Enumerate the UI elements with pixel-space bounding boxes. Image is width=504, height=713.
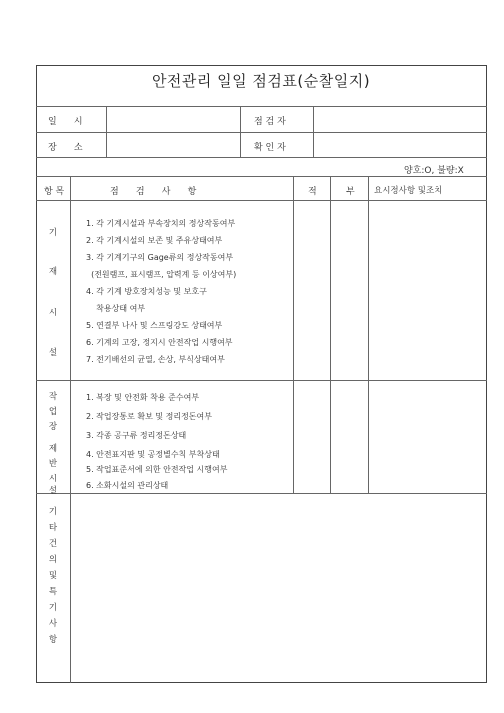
section1-item: (전원램프, 표시램프, 압력계 등 이상여부) [86, 270, 237, 279]
section2-item: 6. 소화시설의 관리상태 [86, 481, 169, 490]
section1-category-char: 기 [48, 228, 58, 238]
section3-category-char: 타 [48, 523, 58, 533]
section2-item: 2. 작업장통로 확보 및 정리정돈여부 [86, 412, 212, 421]
section1-category-char: 시 [48, 308, 58, 318]
inspector-field[interactable] [314, 107, 486, 131]
section2-category-char: 시 [48, 474, 58, 484]
section1-pass-cell[interactable] [294, 201, 329, 379]
section3-category-char: 항 [48, 635, 58, 645]
header-fail: 부 [346, 187, 355, 197]
divider-legend [36, 176, 487, 177]
confirmer-label: 확 인 자 [254, 143, 286, 153]
form-title: 안전관리 일일 점검표(순찰일지) [151, 72, 371, 90]
section2-action-cell[interactable] [369, 381, 486, 492]
remarks-field[interactable] [71, 494, 486, 682]
section2-fail-cell[interactable] [331, 381, 367, 492]
header-pass: 적 [308, 187, 317, 197]
section2-category-char: 제 [48, 444, 58, 454]
date-time-field[interactable] [107, 107, 239, 131]
divider-row2 [36, 157, 487, 158]
section2-item: 1. 복장 및 안전화 착용 준수여부 [86, 393, 200, 402]
section3-category-char: 특 [48, 587, 58, 597]
section2-item: 5. 작업표준서에 의한 안전작업 시행여부 [86, 465, 228, 474]
section2-category-char: 설 [48, 486, 58, 496]
section1-category-char: 재 [48, 267, 58, 277]
section1-item: 5. 연결부 나사 및 스프링강도 상태여부 [86, 321, 223, 330]
section2-category-char: 반 [48, 459, 58, 469]
legend-text: 양호:O, 불량:X [404, 166, 464, 176]
section1-fail-cell[interactable] [331, 201, 367, 379]
section2-pass-cell[interactable] [294, 381, 329, 492]
header-check-items: 점 검 사 항 [110, 187, 197, 197]
section3-category-char: 및 [48, 571, 58, 581]
section3-category-char: 건 [48, 539, 58, 549]
section1-category-char: 설 [48, 348, 58, 358]
section1-item: 7. 전기배선의 균열, 손상, 부식상태여부 [86, 355, 225, 364]
header-action: 요시정사항 및조치 [374, 186, 443, 196]
place-field[interactable] [107, 133, 239, 156]
vline-info-2 [240, 106, 241, 157]
section3-category-char: 기 [48, 603, 58, 613]
section2-category-char: 작 [48, 392, 58, 402]
section2-item: 4. 안전표지판 및 공정별수칙 부착상태 [86, 450, 220, 459]
section1-item: 3. 각 기계기구의 Gage류의 정상작동여부 [86, 253, 234, 262]
section1-item: 4. 각 기계 방호장치성능 및 보호구 [86, 287, 207, 296]
section1-item: 1. 각 기계시설과 부속장치의 정상작동여부 [86, 219, 236, 228]
header-category: 항 목 [44, 187, 65, 197]
section3-category-char: 사 [48, 619, 58, 629]
section1-item: 6. 기계의 고장, 정지시 안전작업 시행여부 [86, 338, 233, 347]
date-time-label: 일 시 [48, 117, 83, 127]
section1-action-cell[interactable] [369, 201, 486, 379]
section2-item: 3. 각종 공구류 정리정돈상태 [86, 431, 187, 440]
section3-category-char: 기 [48, 507, 58, 517]
place-label: 장 소 [48, 143, 83, 153]
inspector-label: 점 검 자 [254, 117, 286, 127]
section1-item: 2. 각 기계시설의 보존 및 주유상태여부 [86, 236, 223, 245]
section2-category-char: 업 [48, 407, 58, 417]
section2-category-char: 장 [48, 422, 58, 432]
confirmer-field[interactable] [314, 133, 486, 156]
section3-category-char: 의 [48, 555, 58, 565]
section1-item: 착용상태 여부 [86, 304, 146, 313]
